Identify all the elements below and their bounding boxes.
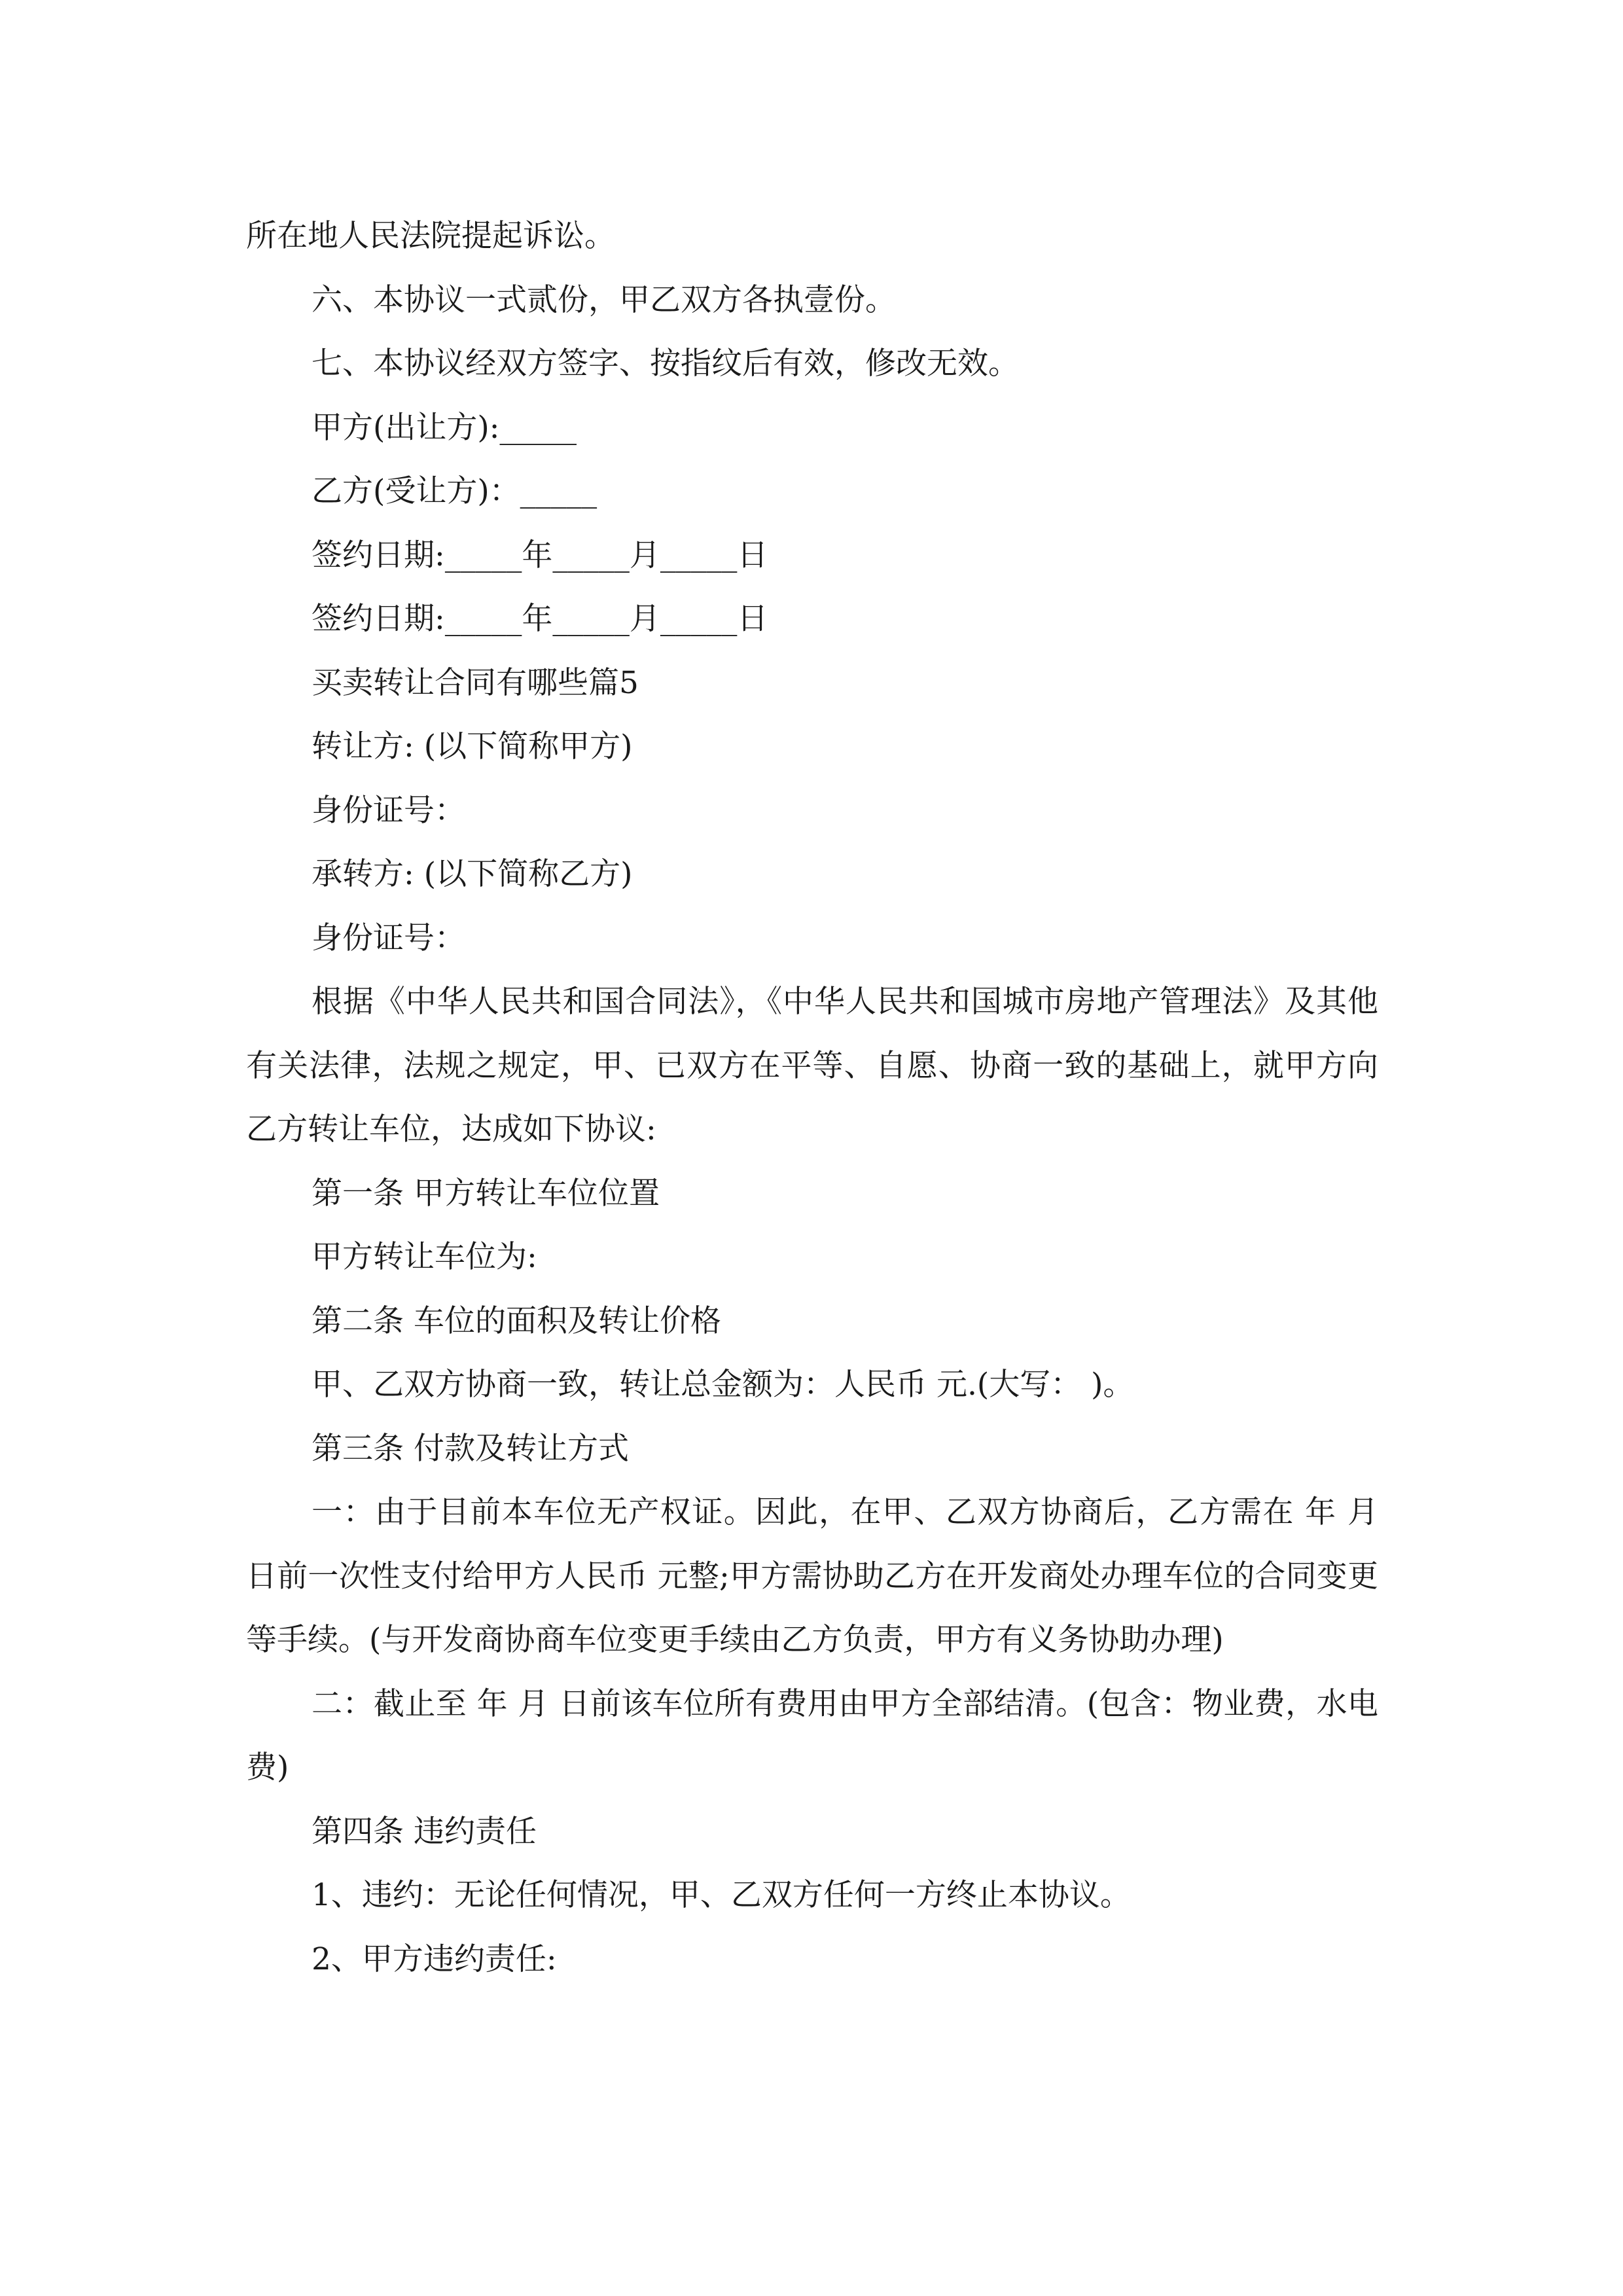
article-3-item-2: 二：截止至 年 月 日前该车位所有费用由甲方全部结清。(包含：物业费，水电费) xyxy=(246,1685,1378,1785)
clause-six: 六、本协议一式贰份，甲乙双方各执壹份。 xyxy=(312,281,896,318)
article-2-body: 甲、乙双方协商一致，转让总金额为：人民币 元.(大写： )。 xyxy=(312,1367,1134,1403)
transferor-id-line: 身份证号： xyxy=(312,792,465,829)
section-heading: 买卖转让合同有哪些篇5 xyxy=(312,664,639,701)
article-3-title: 第三条 付款及转让方式 xyxy=(312,1430,629,1467)
transferee-line: 承转方: (以下简称乙方) xyxy=(312,856,633,892)
basis-paragraph: 根据《中华人民共和国合同法》，《中华人民共和国城市房地产管理法》及其他有关法律，法规之规定，甲、已双方在平等、自愿、协商一致的基础上，就甲方向乙方转让车位，达成如下协议: xyxy=(246,984,1378,1147)
article-4-item-2: 2、甲方违约责任: xyxy=(312,1941,557,1977)
article-2-title: 第二条 车位的面积及转让价格 xyxy=(312,1302,721,1339)
transferee-id-line: 身份证号： xyxy=(312,920,465,956)
article-4-title: 第四条 违约责任 xyxy=(312,1813,537,1850)
document-body xyxy=(246,204,1378,1991)
signing-date-2: 签约日期:_____年_____月_____日 xyxy=(312,601,768,637)
transferor-line: 转让方: (以下简称甲方) xyxy=(312,728,633,764)
article-1-title: 第一条 甲方转让车位位置 xyxy=(312,1175,660,1211)
article-1-body: 甲方转让车位为: xyxy=(312,1239,537,1275)
party-b-signature: 乙方(受让方)：_____ xyxy=(312,473,597,509)
article-3-item-1: 一：由于目前本车位无产权证。因此，在甲、乙双方协商后，乙方需在 年 月 日前一次性支付给甲方人民币 元整;甲方需协助乙方在开发商处办理车位的合同变更等手续。(与开发商协商车位变更手续由乙方负责，甲方有义务协助办理) xyxy=(246,1494,1378,1658)
article-4-item-1: 1、违约：无论任何情况，甲、乙双方任何一方终止本协议。 xyxy=(312,1877,1131,1913)
continued-text-line: 所在地人民法院提起诉讼。 xyxy=(246,218,615,254)
signing-date-1: 签约日期:_____年_____月_____日 xyxy=(312,537,768,573)
clause-seven: 七、本协议经双方签字、按指纹后有效，修改无效。 xyxy=(312,346,1019,382)
party-a-signature: 甲方(出让方):_____ xyxy=(312,409,577,446)
